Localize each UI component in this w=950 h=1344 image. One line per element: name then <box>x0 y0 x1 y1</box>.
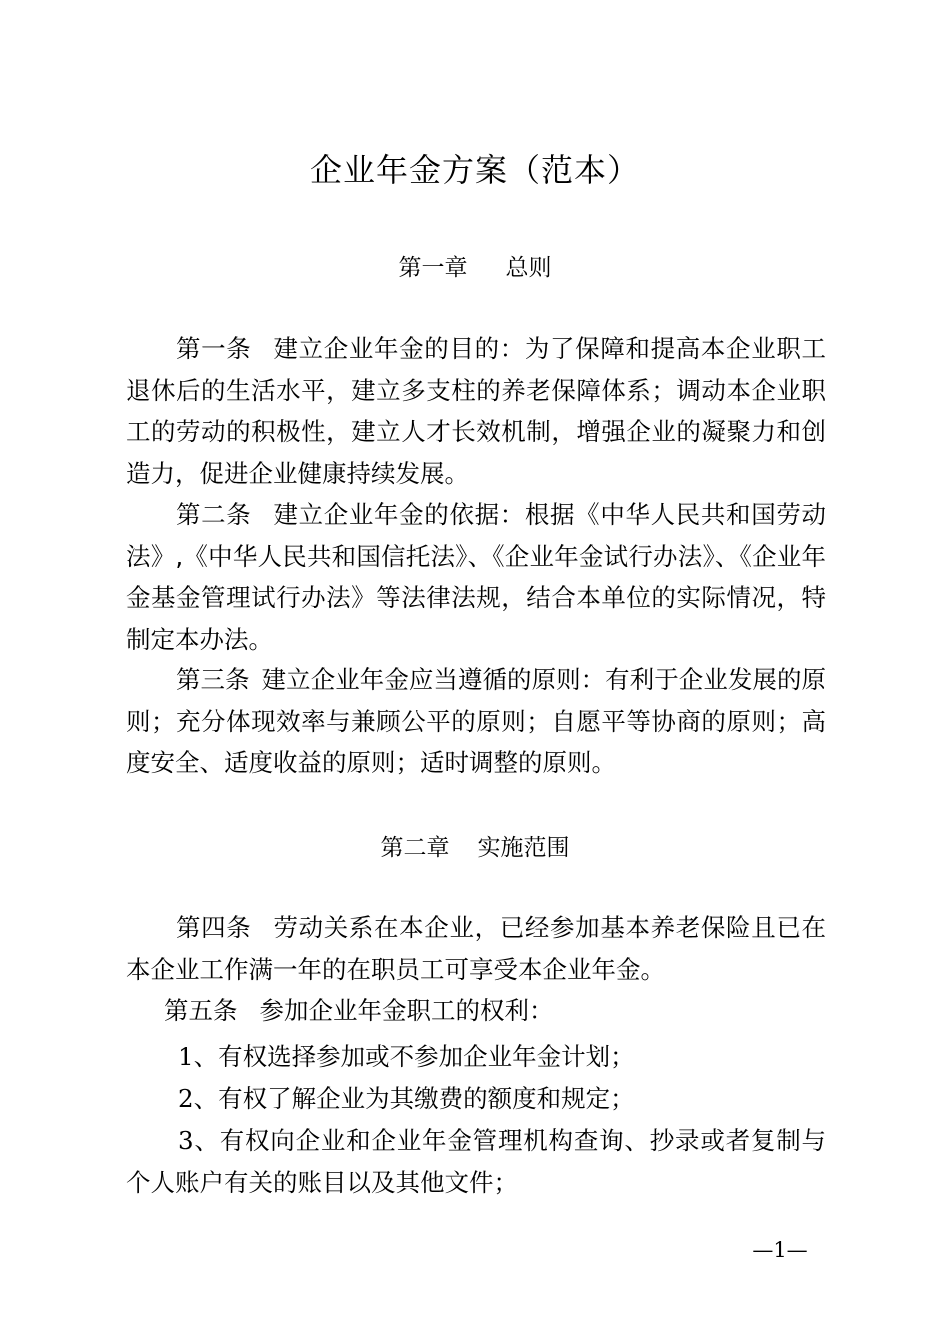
chapter-number: 第二章 <box>380 835 450 861</box>
chapter-number: 第一章 <box>398 255 468 281</box>
page-number: —1— <box>752 1238 808 1262</box>
article-1 <box>126 328 826 494</box>
rights-item <box>126 1036 826 1078</box>
article-2 <box>126 494 826 660</box>
item-index: 1、 <box>178 1042 219 1071</box>
document-title: 企业年金方案（范本） <box>309 151 640 189</box>
article-text: 建立企业年金的目的：为了保障和提高本企业职工退休后的生活水平，建立多支柱的养老保障体系；调动本企业职工的劳动的积极性，建立人才长效机制，增强企业的凝聚力和创造力，促进企业健康持续发展。 <box>126 334 826 488</box>
item-index: 2、 <box>178 1084 219 1113</box>
article-text: 劳动关系在本企业，已经参加基本养老保险且已在本企业工作满一年的在职员工可享受本企业年金。 <box>126 913 826 984</box>
article-text: 参加企业年金职工的权利： <box>259 996 554 1025</box>
article-3 <box>126 659 826 784</box>
chapter-heading-1 <box>0 251 950 285</box>
item-text: 有权向企业和企业年金管理机构查询、抄录或者复制与个人账户有关的账目以及其他文件； <box>126 1126 826 1197</box>
rights-item <box>126 1078 826 1120</box>
chapter-name: 实施范围 <box>477 835 570 861</box>
article-label: 第五条 <box>164 996 238 1025</box>
article-label: 第四条 <box>176 913 252 942</box>
article-label: 第二条 <box>176 500 252 529</box>
chapter-name: 总则 <box>505 255 552 281</box>
article-5 <box>126 990 826 1032</box>
chapter-heading-2 <box>0 831 950 865</box>
article-text: 建立企业年金的依据：根据《中华人民共和国劳动法》,《中华人民共和国信托法》、《企业年金试行办法》、《企业年金基金管理试行办法》等法律法规，结合本单位的实际情况，特制定本办法。 <box>126 500 826 654</box>
rights-item <box>126 1120 826 1203</box>
article-label: 第一条 <box>176 334 252 363</box>
article-4 <box>126 907 826 990</box>
item-index: 3、 <box>178 1126 220 1155</box>
article-text: 建立企业年金应当遵循的原则：有利于企业发展的原则；充分体现效率与兼顾公平的原则；自愿平等协商的原则；高度安全、适度收益的原则；适时调整的原则。 <box>126 665 827 777</box>
item-text: 有权了解企业为其缴费的额度和规定； <box>218 1084 635 1113</box>
item-text: 有权选择参加或不参加企业年金计划； <box>218 1042 635 1071</box>
article-label: 第三条 <box>176 665 250 694</box>
